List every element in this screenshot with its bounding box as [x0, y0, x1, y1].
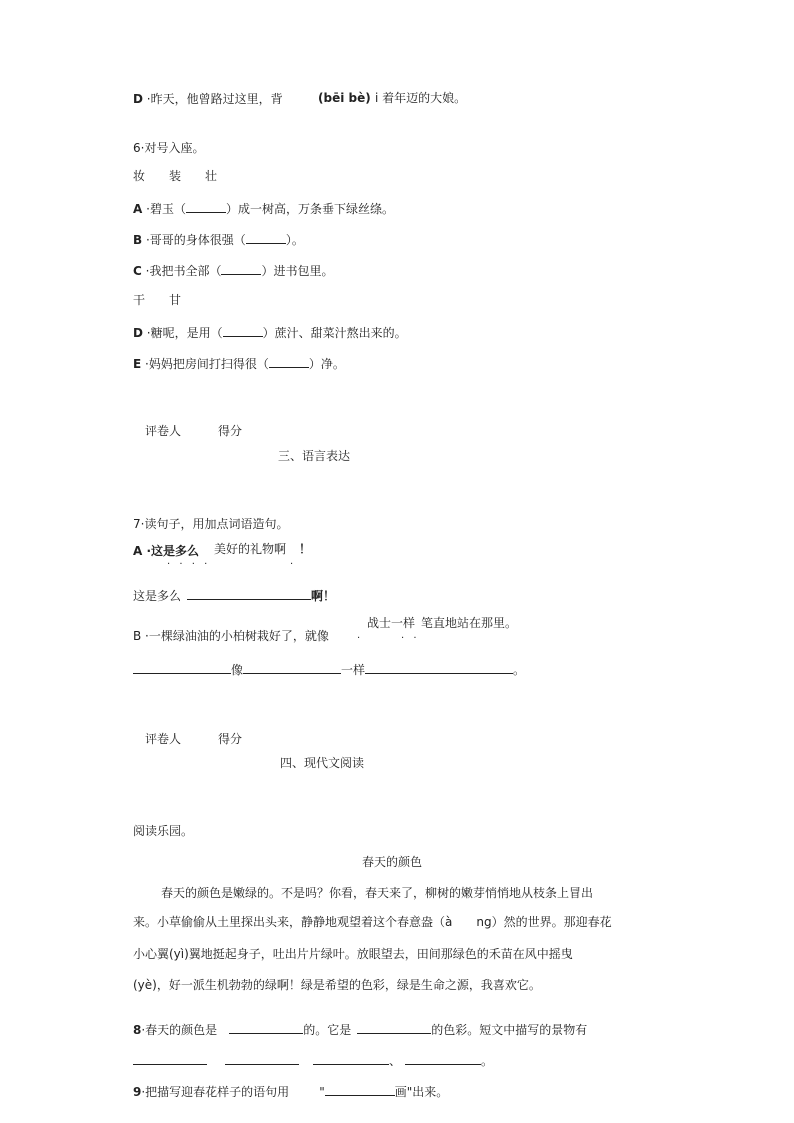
answer-blank[interactable] [243, 661, 341, 674]
answer-blank[interactable] [133, 1052, 207, 1065]
emphasis-dots: · · · · [167, 559, 211, 570]
answer-blank[interactable] [269, 355, 309, 368]
reading-line-3: 小心翼(yì)翼地挺起身子，吐出片片绿叶。放眼望去，田间那绿色的禾苗在风中摇曳 [133, 947, 573, 961]
q9-line: 9·把描写迎春花样子的语句用 " 画"出来。 [133, 1085, 449, 1099]
sec3-score-label: 得分 [218, 424, 243, 438]
sec3-title: 三、语言表达 [278, 449, 351, 463]
emphasis-dots: · · [401, 633, 420, 644]
q6-word-bank-2: 干 甘 [133, 293, 182, 307]
q6-item-e: E ·妈妈把房间打扫得很（ ）净。 [133, 357, 345, 371]
answer-blank[interactable] [325, 1083, 395, 1096]
q7-b-fill: 像 一样 。 [133, 661, 525, 678]
q5-tail: i 着年迈的大娘。 [375, 91, 467, 105]
q6-item-a: A ·碧玉（ ）成一树高，万条垂下绿丝绦。 [133, 202, 394, 216]
q7-a-fill: 这是多么 啊！ [133, 589, 336, 603]
answer-blank[interactable] [365, 661, 513, 674]
answer-blank[interactable] [133, 661, 231, 674]
q8-line-2: 、 。 [133, 1052, 493, 1069]
sec4-reviewer-label: 评卷人 [145, 732, 182, 746]
answer-blank[interactable] [225, 1052, 299, 1065]
q8-line-1: 8·春天的颜色是 的。它是 的色彩。短文中描写的景物有 [133, 1023, 588, 1037]
reading-intro: 阅读乐园。 [133, 824, 194, 838]
emphasis-dots: · [357, 633, 364, 644]
answer-blank[interactable] [187, 587, 311, 600]
answer-blank[interactable] [223, 324, 263, 337]
answer-blank[interactable] [313, 1052, 389, 1065]
q7-a-sentence: A ·这是多么 [133, 544, 200, 558]
q7-b-sentence: B ·一棵绿油油的小柏树栽好了，就像 [133, 629, 329, 643]
answer-blank[interactable] [405, 1052, 481, 1065]
answer-blank[interactable] [186, 200, 226, 213]
q6-item-d: D ·糖呢，是用（ ）蔗汁、甜菜汁熬出来的。 [133, 326, 407, 340]
q5-item-d: D ·昨天，他曾路过这里，背 [133, 92, 283, 106]
q7-a-phrase: 美好的礼物啊 [214, 542, 287, 556]
reading-line-4: (yè)，好一派生机勃勃的绿啊！绿是希望的色彩，绿是生命之源，我喜欢它。 [133, 978, 541, 992]
answer-blank[interactable] [246, 231, 286, 244]
sec4-score-label: 得分 [218, 732, 243, 746]
answer-blank[interactable] [229, 1021, 303, 1034]
q6-word-bank-1: 妆 装 壮 [133, 169, 218, 183]
reading-line-1: 春天的颜色是嫩绿的。不是吗？你看，春天来了，柳树的嫩芽悄悄地从枝条上冒出 [161, 886, 594, 900]
reading-title: 春天的颜色 [362, 855, 423, 869]
sec4-title: 四、现代文阅读 [280, 756, 365, 770]
answer-blank[interactable] [221, 262, 261, 275]
emphasis-dots: · [290, 559, 297, 570]
q7-title: 7·读句子，用加点词语造句。 [133, 517, 289, 531]
q6-item-c: C ·我把书全部（ ）进书包里。 [133, 264, 334, 278]
reading-line-2: 来。小草偷偷从土里探出头来，静静地观望着这个春意盎（à ng）然的世界。那迎春花 [133, 915, 612, 929]
answer-blank[interactable] [357, 1021, 431, 1034]
q7-b-phrase: 战士一样 笔直地站在那里。 [367, 616, 518, 630]
q7-a-exclaim: ！ [299, 542, 312, 556]
q6-item-b: B ·哥哥的身体很强（ ）。 [133, 233, 304, 247]
q6-title: 6·对号入座。 [133, 141, 205, 155]
q5-pinyin: (bēi bè) [318, 91, 371, 105]
sec3-reviewer-label: 评卷人 [145, 424, 182, 438]
